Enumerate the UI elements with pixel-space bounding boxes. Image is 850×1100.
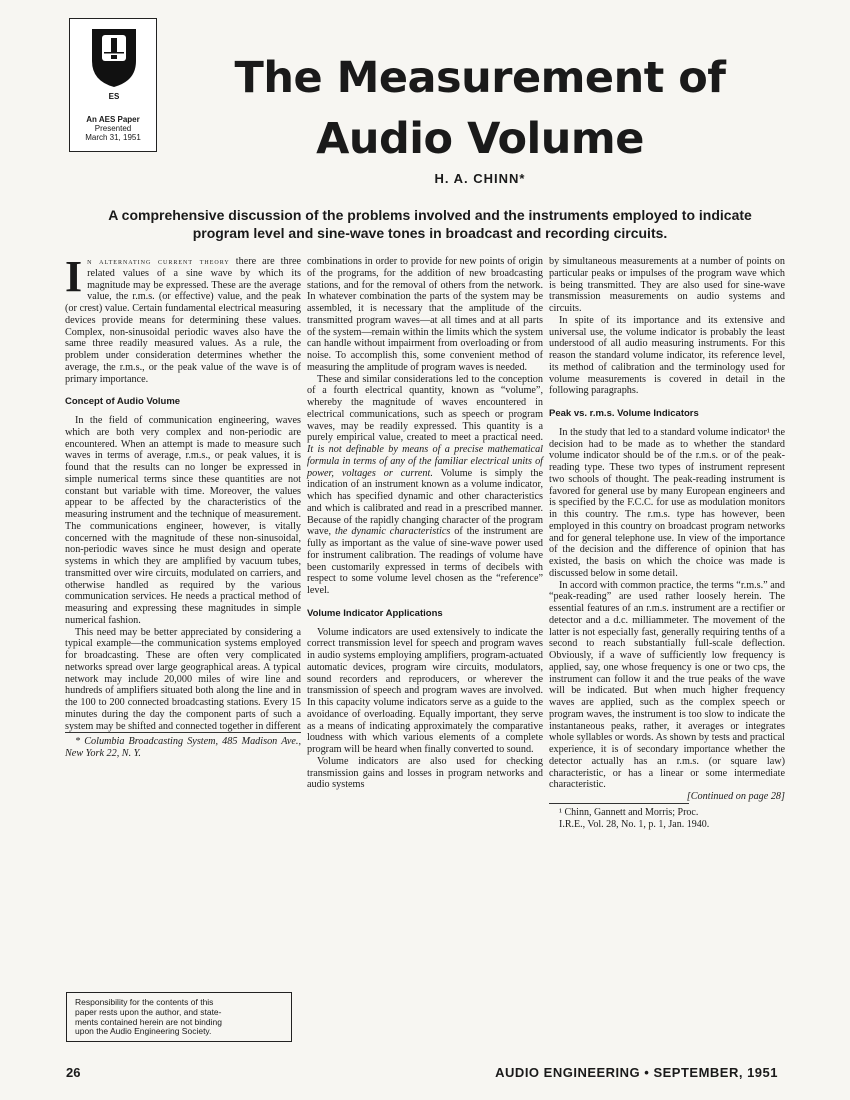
logo-caption-line-1: An AES Paper (86, 115, 140, 124)
paragraph: In accord with common practice, the terms “r.m.s.” and “peak-reading” are used rather loosely herein. The essential features of an r.m.s. instrument are a rectifier or detector and a d.c. milliammeter. The movement of the latter is not especially fast, generally requiring tenths of a second to reach substantially full-scale deflection. Obviously, if a wave of sufficiently low frequency is applied, say, one whose frequency is one or two cps, the instrument can follow it and the true peaks of the wave will be indicated. But when much higher frequency waves are applied, such as the complex speech or program waves, the instrument is too slow to indicate the instantaneous peaks, rather, it averages or integrates whole syllables or words. As shown by tests and practical experience, it is of secondary importance whether the detector actually has an r.m.s. (or square law) characteristic, or has a linear or some intermediate characteristic. (549, 579, 785, 791)
italic-run: the dynamic characteristics (334, 526, 451, 538)
paragraph: In the study that led to a standard volume indicator¹ the decision had to be made as to whether the standard volume indicator should be of the r.m.s. or of the peak-reading type. These two types of instrument represent two schools of thought. The peak-reading instrument is favored for general use by many European engineers and is specified by the F.C.C. for use as modulation monitors in this country. The r.m.s. type has however, been employed in this country on broadcast program networks and for general telephone use. In view of the importance of the decision and the difference of opinion that has existed, the basis on which the choice was made is discussed below in some detail. (549, 426, 785, 579)
article-title (190, 48, 770, 170)
author-byline: H. A. CHINN* (434, 171, 526, 186)
reference-footnote (549, 803, 710, 831)
text-run: These and similar considerations led to the conception of a fourth electrical quantity, known as “volume”, whereby the magnitude of waves encountered in electrical communications, such as speech or program waves, may be readily expressed. This quantity is a purely empirical value, created to meet a practical need. (307, 373, 543, 444)
article-deck: A comprehensive discussion of the problems involved and the instruments employed to indicate program level and sine-wave tones in broadcast and recording circuits. (108, 207, 752, 241)
responsibility-line: upon the Audio Engineering Society. (75, 1026, 212, 1037)
italic-run: It is not definable by means of a precise mathematical formula in terms of any of the familiar electrical units of power, voltages or current. (307, 444, 543, 479)
page-number: 26 (66, 1065, 81, 1080)
responsibility-line: ments contained herein are not binding (75, 1016, 222, 1027)
text-run: of the instrument are fully as important as the value of sine-wave power used for instrument calibration. The readings of volume have been customarily expressed in terms of decibels with respect to some volume level chosen as the “reference” level. (307, 526, 544, 596)
paragraph: combinations in order to provide for new points of origin of the programs, for the addition of new broadcasting stations, and for the removal of others from the network. In whatever combination the parts of the system may be assembled, it is necessary that the amplitude of the transmitted program waves—at all times and at all parts of the system—remain within the limits which the system can handle without impairment from overloading or from noise. To accomplish this, some convenient method of measuring the amplitude of program waves is needed. (307, 256, 543, 373)
title-line-2: Audio Volume (316, 114, 644, 164)
logo-caption (72, 115, 154, 142)
intro-text: there are three related values of a sine wave by which its magnitude may be expressed. These are the average value, the r.m.s. (or effective) value, and the peak (or crest) value. Certain fundamental electrical measuring devices provide means for determining these values. Complex, non-sinusoidal periodic waves also have the same three readily measured values. As a rule, the problem under consideration determines whether the average, the r.m.s., or the peak value of the wave is of primary importance. (65, 256, 301, 385)
author-footnote: * Columbia Broadcasting System, 485 Madison Ave., New York 22, N. Y. (65, 732, 301, 760)
paragraph: In spite of its importance and its extensive and universal use, the volume indicator is probably the least understood of all audio measuring instruments. For this reason the standard volume indicator, its reference level, its method of calibration and the terminology used for volume measurements is covered in detail in the following paragraphs. (549, 314, 785, 397)
paragraph: Volume indicators are used extensively to indicate the correct transmission level for speech and program waves in audio systems employing amplifiers, program-actuated automatic devices, program wire circuits, modulators, sound recorders and reproducers, or wherever the transmission of speech and program waves are involved. In this capacity volume indicators serve as a guide to the avoidance of overloading. Equally important, they serve as a means of indicating approximately the comparative loudness with which various elements of a complete program will be heard when finally converted to sound. (307, 626, 543, 755)
column-1 (65, 252, 301, 760)
intro-paragraph (65, 252, 301, 385)
aes-shield-icon (90, 27, 138, 89)
responsibility-line: Responsibility for the contents of this (75, 997, 214, 1007)
title-line-1: The Measurement of (234, 53, 726, 103)
logo-caption-line-2: Presented (94, 124, 132, 133)
responsibility-line: paper rests upon the author, and state- (75, 1006, 222, 1017)
paragraph: Volume indicators are also used for checking transmission gains and losses in program networks and audio systems (307, 755, 543, 791)
column-2 (307, 256, 543, 791)
paragraph: by simultaneous measurements at a number of points on particular peaks or impulses of the program wave which is being transmitted. They are also used for sine-wave transmission measurements on audio systems and circuits. (549, 256, 785, 314)
paragraph: In the field of communication engineering, waves which are both very complex and non-periodic are encountered. When an attempt is made to measure such waves in terms of average, r.m.s., or peak values, it is found that the results can no longer be expressed in simple numerical terms since these quantities are not constant but variable with time. Moreover, the values appear to be affected by the characteristics of the measuring instrument and the technique of measurement. The communications engineer, however, is vitally concerned with the magnitude of these non-sinusoidal, non-periodic waves since he must design and operate systems in which they are amplified by vacuum tubes, transmitted over wire circuits, modulated on carriers, and otherwise handled as required by the various communication services. He needs a practical method of measuring and expressing these magnitudes in simple numerical fashion. (65, 415, 301, 626)
continued-note: [Continued on page 28] (686, 791, 785, 802)
running-footer: AUDIO ENGINEERING • SEPTEMBER, 1951 (495, 1065, 778, 1080)
intro-lead: In alternating current theory (65, 252, 230, 301)
paragraph: This need may be better appreciated by considering a typical example—the communication systems employed for broadcasting. These are often very complicated networks spread over large geographical areas. A typical network may include 20,000 miles of wire line and hundreds of amplifiers situated both along the line and in the 100 to 200 connected broadcasting stations. Every 15 minutes during the day the component parts of such a system may be shifted and connected together in different (65, 626, 301, 732)
column-3 (549, 256, 785, 831)
text-run: Volume is simply the indication of an instrument known as a volume indicator, which has specified dynamic and other characteristics and which is calibrated and read in a prescribed manner. Because of the rapidly changing character of the program wave, (307, 467, 543, 538)
responsibility-notice (66, 992, 292, 1042)
heading-applications: Volume Indicator Applications (307, 607, 443, 619)
footnote-line: ¹ Chinn, Gannett and Morris; Proc. (559, 806, 699, 818)
heading-concept: Concept of Audio Volume (65, 396, 181, 408)
heading-peak-vs-rms: Peak vs. r.m.s. Volume Indicators (549, 408, 699, 419)
logo-caption-line-3: March 31, 1951 (85, 133, 141, 142)
shield-letters-text: ES (108, 92, 120, 101)
shield-letters (90, 89, 138, 109)
footnote-line: I.R.E., Vol. 28, No. 1, p. 1, Jan. 1940. (559, 818, 710, 830)
paragraph-volume (307, 374, 543, 597)
aes-logo-box (69, 18, 157, 152)
